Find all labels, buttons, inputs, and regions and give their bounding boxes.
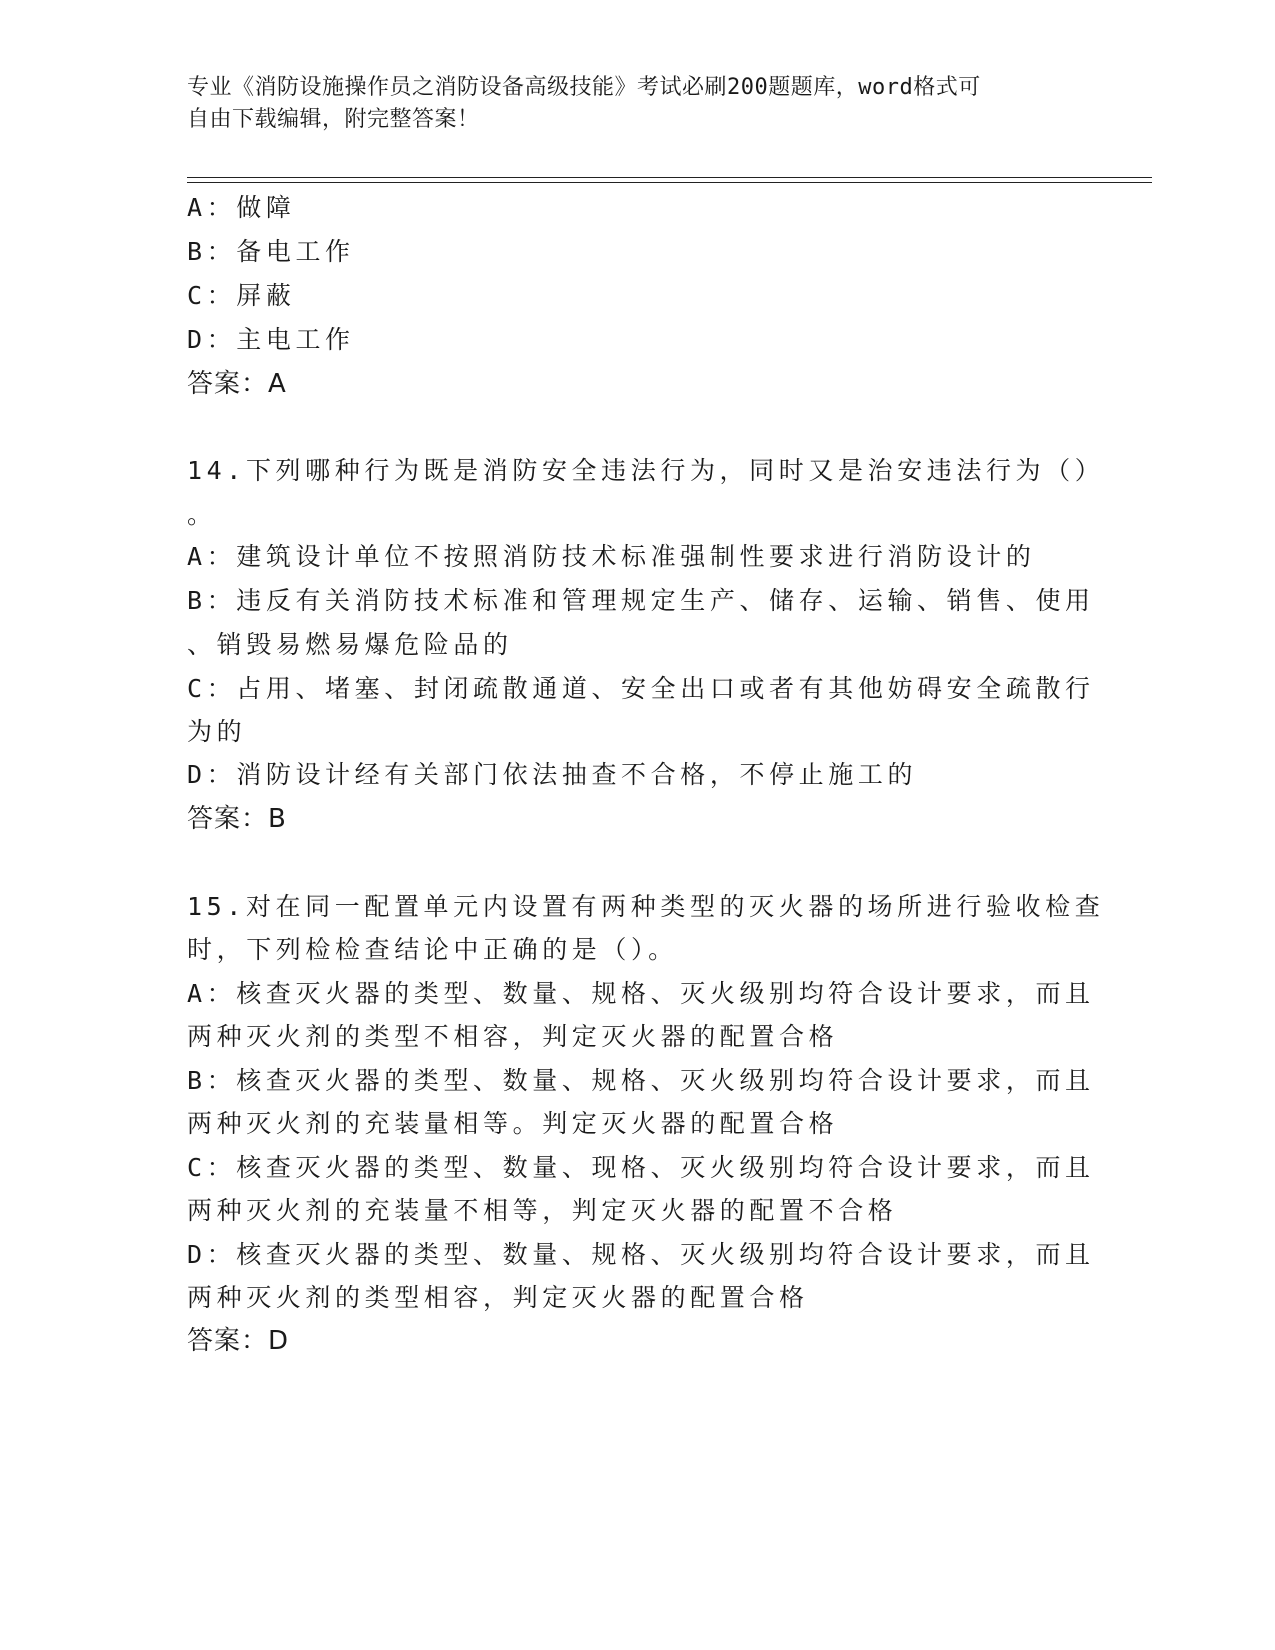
- question-14-option-b-cont: 、销毁易燃易爆危险品的: [187, 630, 513, 659]
- question-15-option-b-cont: 两种灭火剂的充装量相等。判定灭火器的配置合格: [187, 1109, 839, 1138]
- question-15-option-b: B：核查灭火器的类型、数量、规格、灭火级别均符合设计要求，而且: [187, 1066, 1095, 1095]
- question-15-option-a: A：核查灭火器的类型、数量、规格、灭火级别均符合设计要求，而且: [187, 979, 1095, 1008]
- question-15-option-d: D：核查灭火器的类型、数量、规格、灭火级别均符合设计要求，而且: [187, 1240, 1095, 1269]
- option-c: C：屏蔽: [187, 281, 296, 310]
- option-b: B：备电工作: [187, 237, 355, 266]
- header-divider-bottom: [187, 182, 1152, 183]
- option-d: D：主电工作: [187, 325, 355, 354]
- question-14-option-b: B：违反有关消防技术标准和管理规定生产、储存、运输、销售、使用: [187, 586, 1095, 615]
- question-15-option-c-cont: 两种灭火剂的充装量不相等，判定灭火器的配置不合格: [187, 1196, 898, 1225]
- question-14-option-a: A：建筑设计单位不按照消防技术标准强制性要求进行消防设计的: [187, 542, 1036, 571]
- question-15-stem: 15.对在同一配置单元内设置有两种类型的灭火器的场所进行验收检查: [187, 892, 1105, 921]
- question-15-stem-cont: 时，下列检检查结论中正确的是（）。: [187, 935, 678, 964]
- question-15-option-a-cont: 两种灭火剂的类型不相容，判定灭火器的配置合格: [187, 1022, 839, 1051]
- header-divider-top: [187, 177, 1152, 178]
- question-15-option-c: C：核查灭火器的类型、数量、现格、灭火级别均符合设计要求，而且: [187, 1153, 1095, 1182]
- document-header: [187, 72, 1067, 136]
- question-14-option-c-cont: 为的: [187, 717, 247, 746]
- question-14-option-c: C：占用、堵塞、封闭疏散通道、安全出口或者有其他妨碍安全疏散行: [187, 674, 1095, 703]
- question-15-option-d-cont: 两种灭火剂的类型相容，判定灭火器的配置合格: [187, 1283, 809, 1312]
- answer-label: 答案：A: [187, 369, 287, 399]
- option-a: A：做障: [187, 193, 296, 222]
- question-14-option-d: D：消防设计经有关部门依法抽查不合格，不停止施工的: [187, 760, 918, 789]
- question-14-stem-cont: 。: [187, 500, 217, 529]
- question-15-answer: 答案：D: [187, 1326, 290, 1356]
- header-line-1: 专业《消防设施操作员之消防设备高级技能》考试必刷200题题库，word格式可: [187, 75, 981, 100]
- question-14-answer: 答案：B: [187, 804, 287, 834]
- question-14-stem: 14.下列哪种行为既是消防安全违法行为，同时又是治安违法行为（）: [187, 456, 1105, 485]
- header-line-2: 自由下载编辑，附完整答案！: [187, 107, 480, 132]
